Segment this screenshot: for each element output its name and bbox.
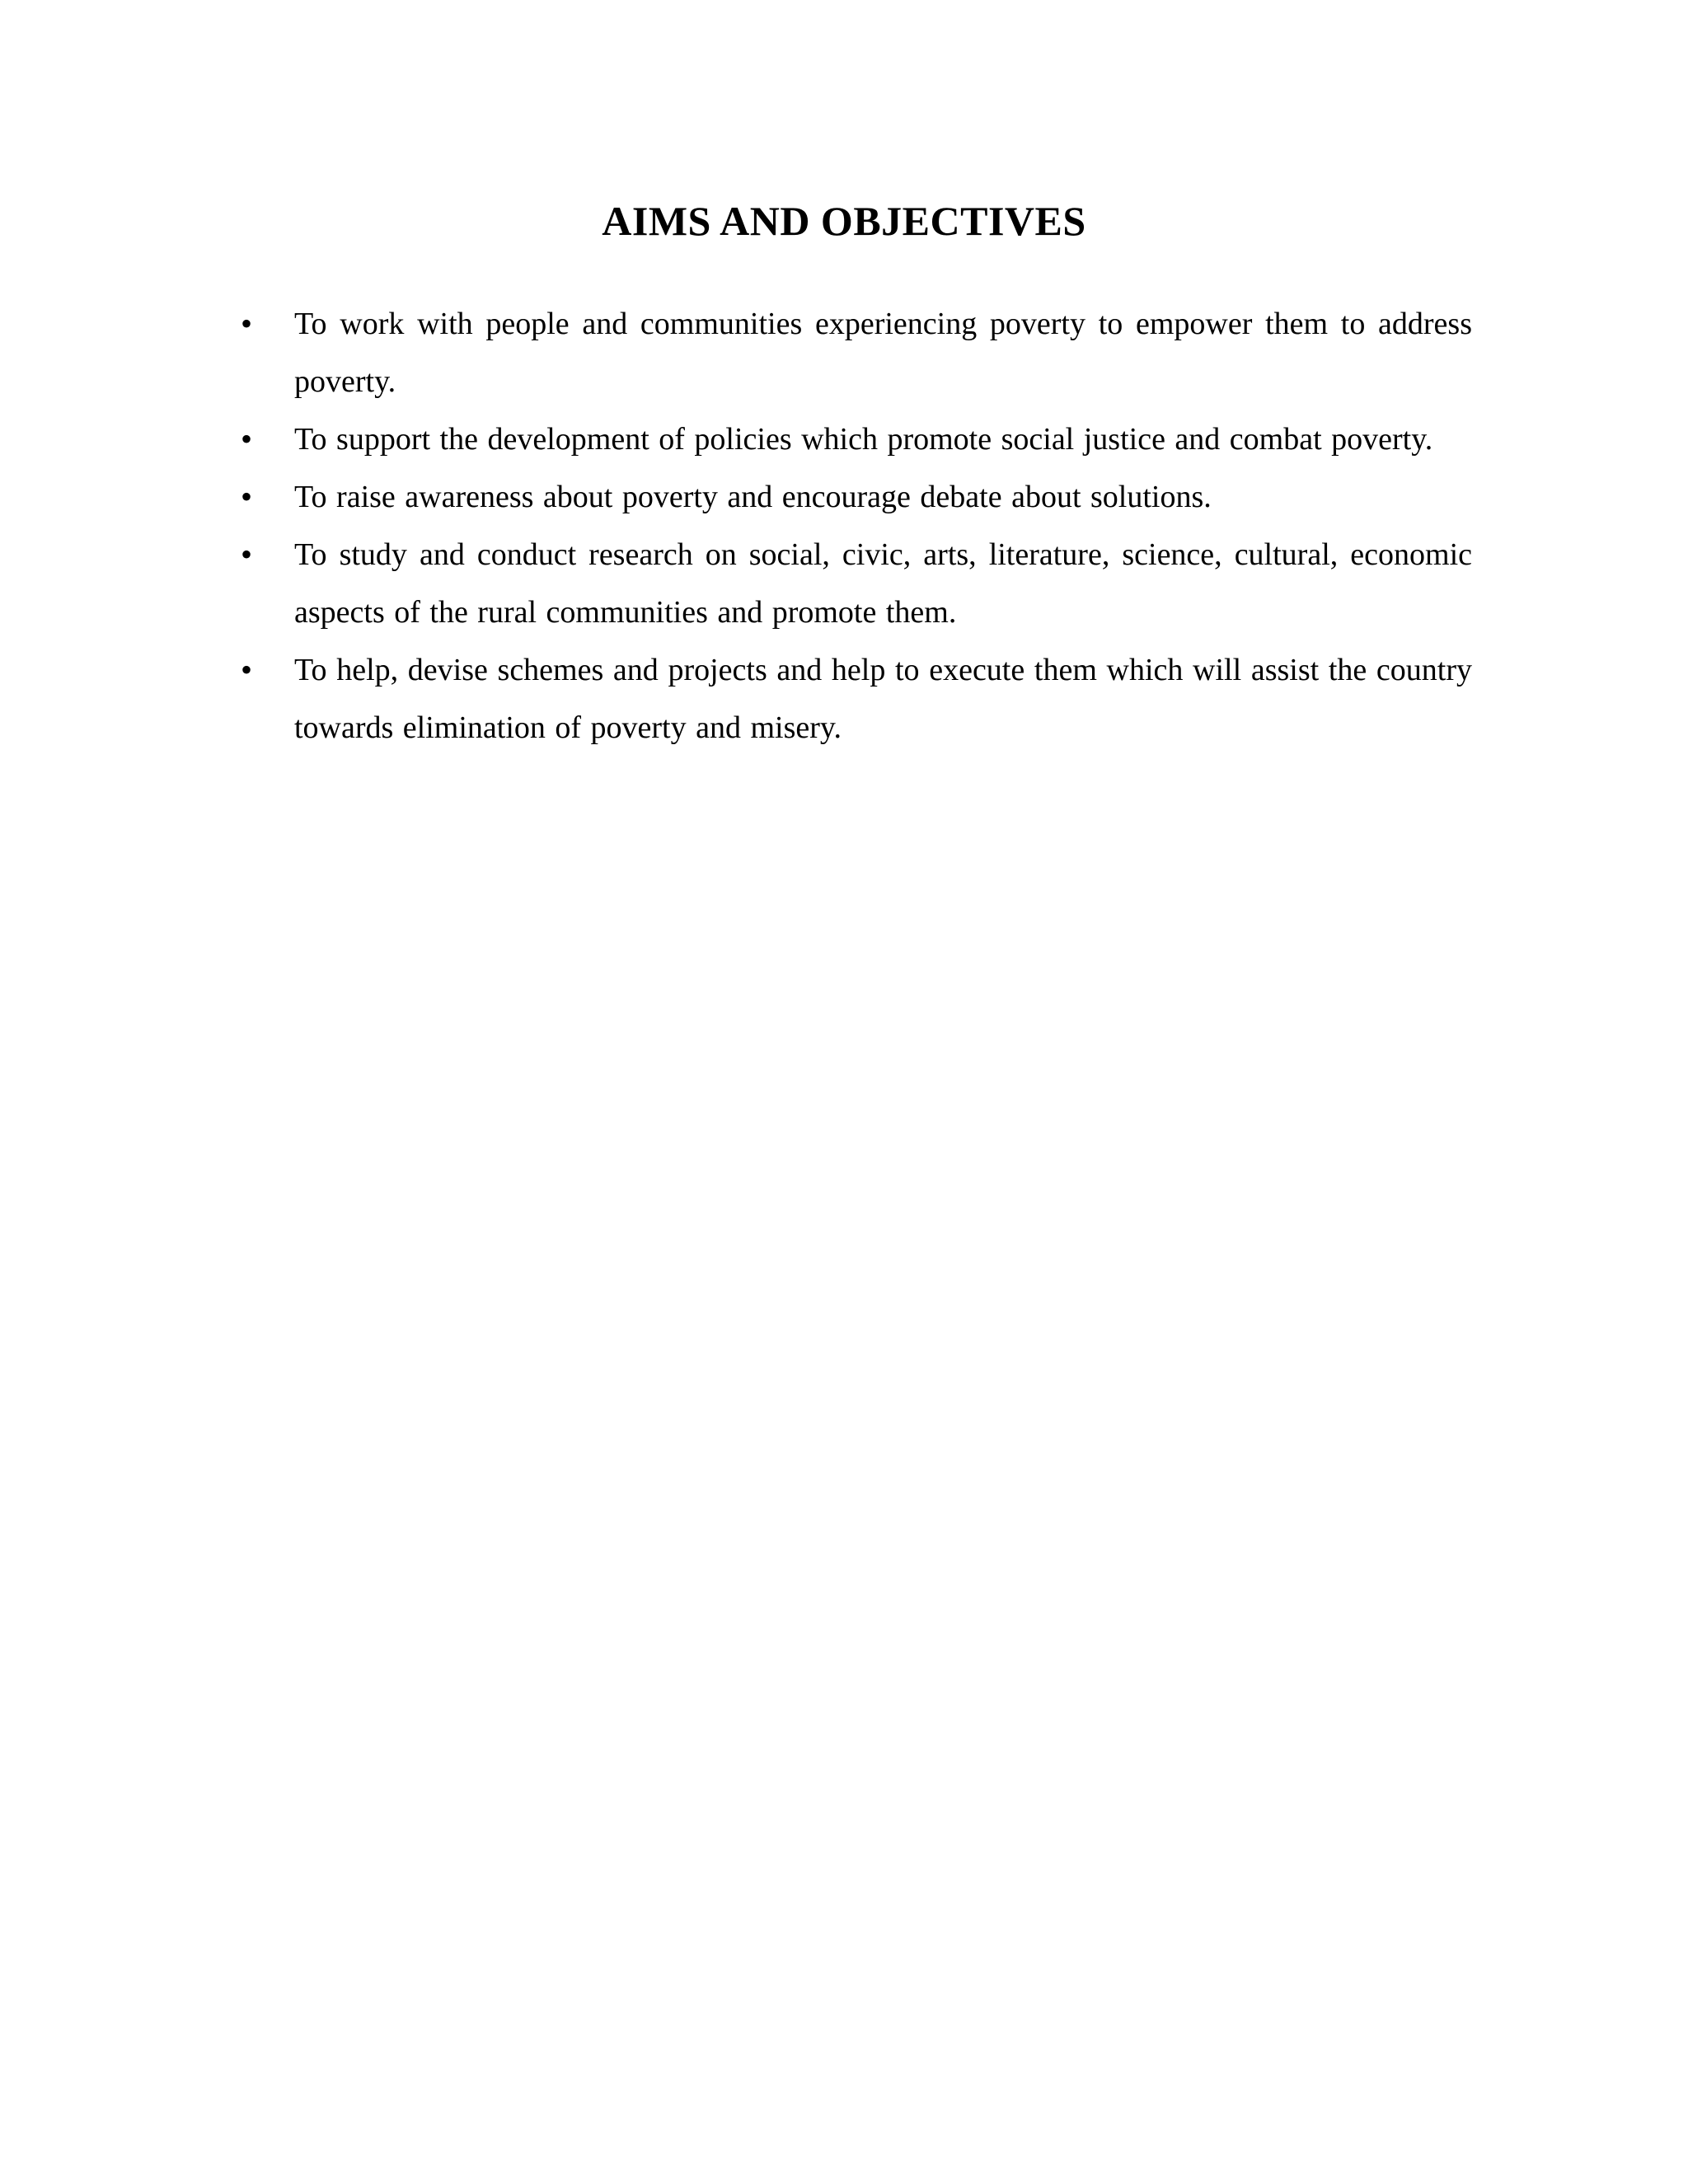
objective-item-3 bbox=[241, 468, 1472, 526]
objective-text: To support the development of policies which promote social justice and combat poverty. bbox=[294, 422, 1433, 457]
objective-item-2 bbox=[241, 410, 1472, 468]
bullet-icon: • bbox=[241, 651, 253, 688]
page-title: AIMS AND OBJECTIVES bbox=[602, 198, 1086, 244]
objective-item-5 bbox=[241, 641, 1472, 757]
objective-item-4 bbox=[241, 526, 1472, 641]
bullet-icon: • bbox=[241, 305, 253, 342]
bullet-icon: • bbox=[241, 478, 253, 515]
objective-text: To raise awareness about poverty and encourage debate about solutions. bbox=[294, 480, 1212, 514]
objective-text: To help, devise schemes and projects and help to execute them which will assist the country towards elimination of poverty and misery. bbox=[294, 653, 1472, 745]
objectives-list bbox=[241, 295, 1472, 757]
objective-item-1 bbox=[241, 295, 1472, 410]
objective-text: To work with people and communities experiencing poverty to empower them to address poverty. bbox=[294, 307, 1472, 399]
objective-text: To study and conduct research on social, civic, arts, literature, science, cultural, economic aspects of the rural communities and promote them. bbox=[294, 537, 1472, 630]
bullet-icon: • bbox=[241, 536, 253, 573]
bullet-icon: • bbox=[241, 420, 253, 457]
